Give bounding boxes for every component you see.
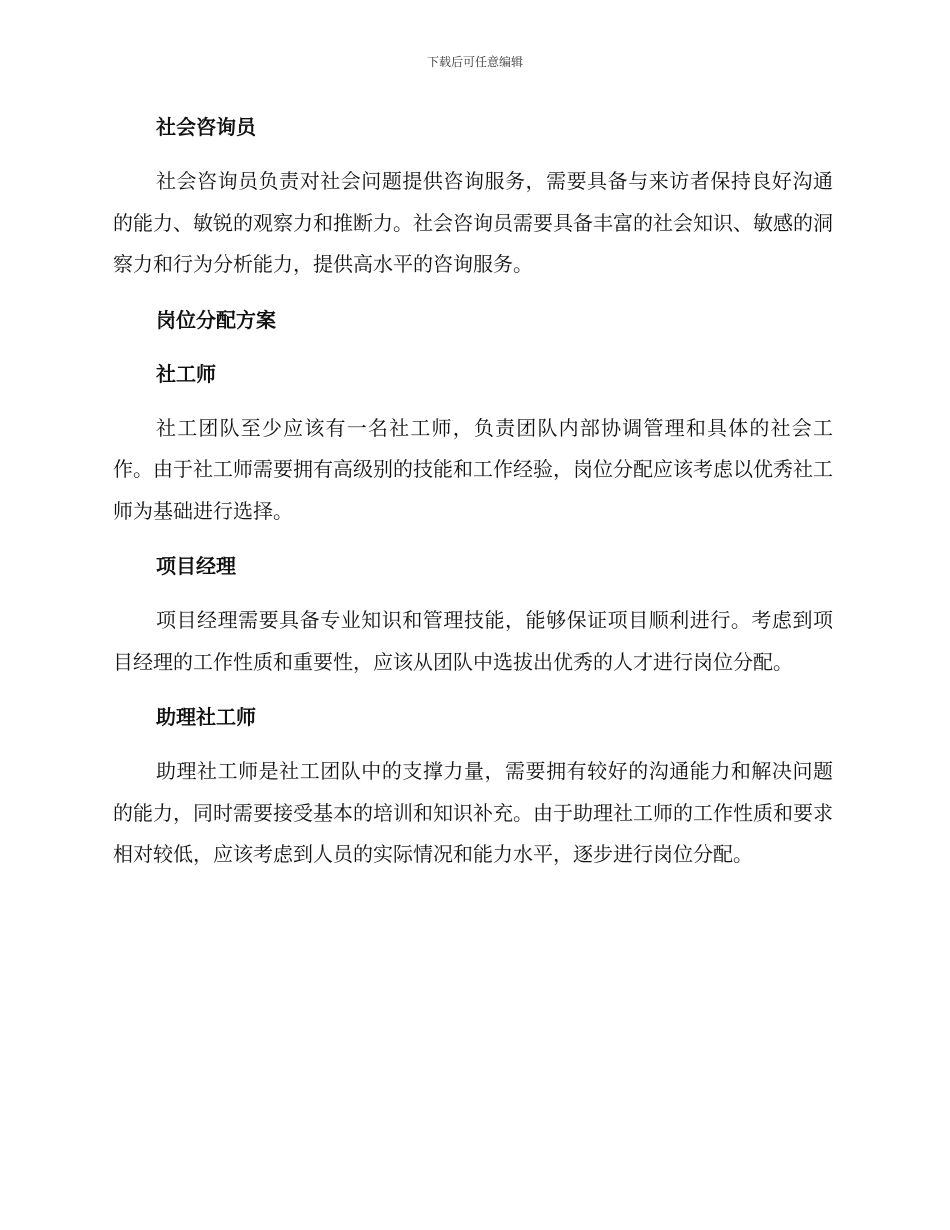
- section-paragraph-social-consultant: 社会咨询员负责对社会问题提供咨询服务，需要具备与来访者保持良好沟通的能力、敏锐的观察力和推断力。社会咨询员需要具备丰富的社会知识、敏感的洞察力和行为分析能力，提供高水平的咨询服务。: [113, 169, 833, 276]
- section-heading-social-worker: 社工师: [156, 361, 216, 386]
- section-heading-social-consultant: 社会咨询员: [156, 115, 256, 139]
- document-body: [113, 107, 833, 890]
- section-heading-assistant-social-worker: 助理社工师: [156, 705, 256, 729]
- section-paragraph-project-manager: 项目经理需要具备专业知识和管理技能，能够保证项目顺利进行。考虑到项目经理的工作性质和重要性，应该从团队中选拔出优秀的人才进行岗位分配。: [113, 608, 833, 674]
- page-header: 下载后可任意编辑: [426, 55, 523, 69]
- section-heading-allocation-plan: 岗位分配方案: [156, 307, 276, 332]
- section-paragraph-social-worker: 社工团队至少应该有一名社工师，负责团队内部协调管理和具体的社会工作。由于社工师需要拥有高级别的技能和工作经验，岗位分配应该考虑以优秀社工师为基础进行选择。: [113, 415, 833, 523]
- section-heading-project-manager: 项目经理: [156, 554, 236, 578]
- section-paragraph-assistant-social-worker: 助理社工师是社工团队中的支撑力量，需要拥有较好的沟通能力和解决问题的能力，同时需要接受基本的培训和知识补充。由于助理社工师的工作性质和要求相对较低，应该考虑到人员的实际情况和能力水平，逐步进行岗位分配。: [113, 759, 833, 866]
